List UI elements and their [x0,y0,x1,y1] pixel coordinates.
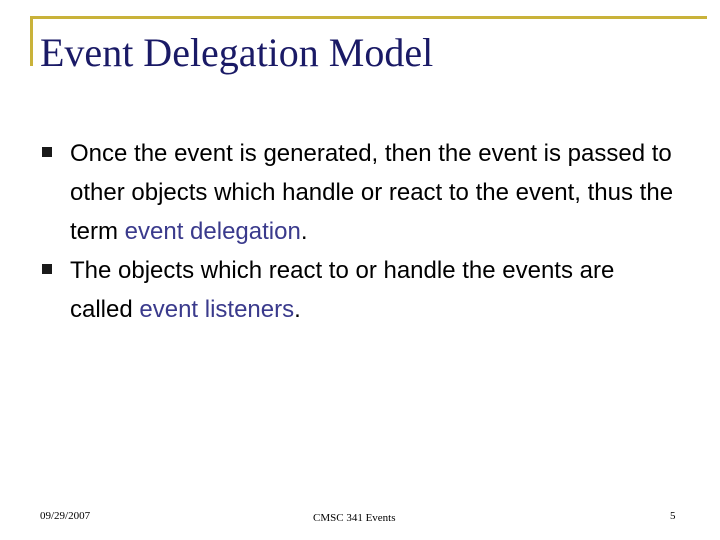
bullet-text-end: . [294,296,301,323]
square-bullet-icon [42,147,52,157]
footer-date: 09/29/2007 [40,510,91,522]
bullet-text: Once the event is generated, then the event is passed to other objects which handle or react to the event, thus the term [70,140,674,245]
bullet-list [42,134,682,329]
title-frame-left-rule [30,16,33,66]
square-bullet-icon [42,264,52,274]
slide-title: Event Delegation Model [40,30,434,75]
bullet-item [42,251,682,329]
bullet-text: The objects which react to or handle the events are called [70,257,615,323]
footer-page-number: 5 [670,510,676,522]
footer-course: CMSC 341 Events [313,512,396,524]
bullet-item [42,134,682,251]
highlighted-term: event delegation [124,218,301,245]
highlighted-term: event listeners [139,296,295,323]
bullet-text-end: . [300,218,308,245]
title-frame-top-rule [30,16,707,19]
